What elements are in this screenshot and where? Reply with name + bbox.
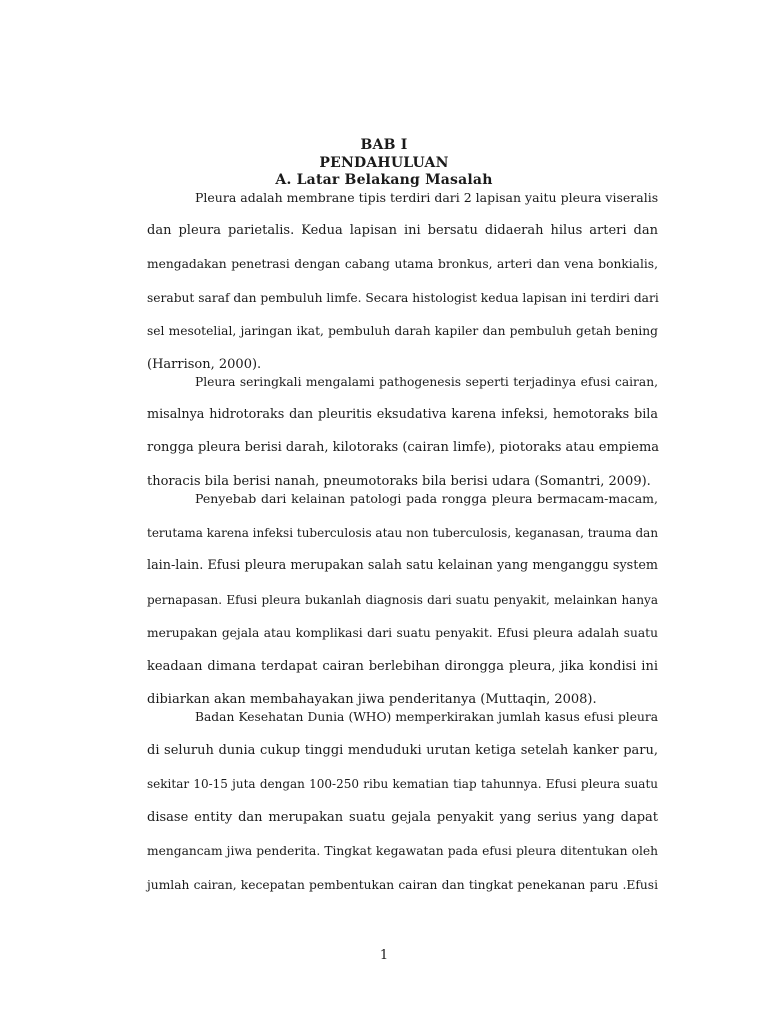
chapter-number: BAB I <box>360 137 408 153</box>
body-line: Pleura seringkali mengalami pathogenesis seperti terjadinya efusi cairan, <box>195 375 658 389</box>
body-line: mengadakan penetrasi dengan cabang utama bronkus, arteri dan vena bonkialis, <box>147 257 658 271</box>
body-line: mengancam jiwa penderita. Tingkat kegawatan pada efusi pleura ditentukan oleh <box>147 844 658 858</box>
body-line: dibiarkan akan membahayakan jiwa penderitanya (Muttaqin, 2008). <box>147 692 597 707</box>
body-line: sel mesotelial, jaringan ikat, pembuluh darah kapiler dan pembuluh getah bening <box>147 324 658 338</box>
body-line: keadaan dimana terdapat cairan berlebihan dirongga pleura, jika kondisi ini <box>147 659 658 674</box>
body-line: lain-lain. Efusi pleura merupakan salah satu kelainan yang menganggu system <box>147 558 658 573</box>
body-line: misalnya hidrotoraks dan pleuritis eksudativa karena infeksi, hemotoraks bila <box>147 407 658 422</box>
body-line: Penyebab dari kelainan patologi pada rongga pleura bermacam-macam, <box>195 491 658 506</box>
body-line: serabut saraf dan pembuluh limfe. Secara histologist kedua lapisan ini terdiri dari <box>147 291 659 305</box>
chapter-title: PENDAHULUAN <box>319 155 449 171</box>
body-line: thoracis bila berisi nanah, pneumotoraks bila berisi udara (Somantri, 2009). <box>147 474 651 489</box>
body-line: Badan Kesehatan Dunia (WHO) memperkirakan jumlah kasus efusi pleura <box>195 710 658 724</box>
body-line: dan pleura parietalis. Kedua lapisan ini bersatu didaerah hilus arteri dan <box>147 223 658 238</box>
body-line: di seluruh dunia cukup tinggi menduduki urutan ketiga setelah kanker paru, <box>147 743 658 758</box>
body-line: rongga pleura berisi darah, kilotoraks (cairan limfe), piotoraks atau empiema <box>147 440 660 455</box>
section-title: A. Latar Belakang Masalah <box>275 172 493 188</box>
body-line: pernapasan. Efusi pleura bukanlah diagnosis dari suatu penyakit, melainkan hanya <box>147 593 658 607</box>
body-line: jumlah cairan, kecepatan pembentukan cairan dan tingkat penekanan paru .Efusi <box>147 878 658 892</box>
body-line: Pleura adalah membrane tipis terdiri dari 2 lapisan yaitu pleura viseralis <box>195 190 659 205</box>
body-line: (Harrison, 2000). <box>147 357 262 372</box>
body-line: terutama karena infeksi tuberculosis atau non tuberculosis, keganasan, trauma dan <box>147 526 659 540</box>
body-line: sekitar 10-15 juta dengan 100-250 ribu kematian tiap tahunnya. Efusi pleura suatu <box>147 777 658 791</box>
body-line: merupakan gejala atau komplikasi dari suatu penyakit. Efusi pleura adalah suatu <box>147 626 658 640</box>
page-number: 1 <box>379 948 389 963</box>
body-line: disase entity dan merupakan suatu gejala penyakit yang serius yang dapat <box>147 810 658 825</box>
